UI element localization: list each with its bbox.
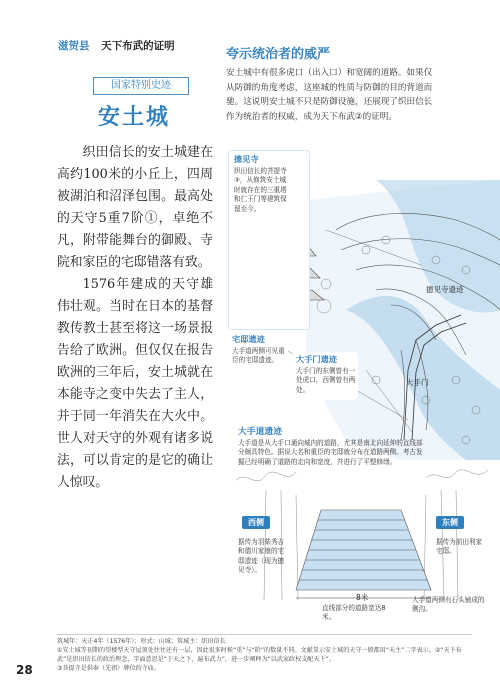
callout-otemichi-title: 大手道遗迹 (238, 427, 282, 437)
callout-sokenji (228, 150, 310, 330)
map-label-otemon: 大手门 (406, 378, 429, 387)
callout-otemichi (228, 422, 423, 486)
callout-residence-title: 宅邸遗迹 (232, 334, 265, 344)
callout-residence (228, 332, 288, 386)
footnote-line: ①安土城等初期的望楼型天守屋顶处往往还有一层，因此很多时候“重”与“阶”的数量不同。文献显示安土城的天守一般都用“天主”二字表示。②“天下布武”是织田信长的政治理念，字面意思是“于天之下，遍布武力”，进一步阐释为“以武家政权支配天下”。 (57, 647, 462, 663)
stone-ditch-note: 大手道两侧有石头铺成的侧沟。 (412, 596, 485, 614)
east-side-tag: 东侧 (436, 516, 464, 529)
body-paragraph: 1576年建成的天守雄伟壮观。当时在日本的基督教传教士甚至将这一场景报告给了欧洲。但仅仅在报告欧洲的三年后，安土城就在本能寺之变中失去了主人，并于同一年消失在大火中。世人对天守的外观有诸多说法，可以肯定的是它的确让人惊叹。 (57, 277, 213, 490)
east-side-text: 据传为前田利家宅邸。 (436, 538, 483, 556)
body-paragraph: 织田信长的安土城建在高约100米的小丘上，四周被湖泊和沼泽包围。最高处的天守5重7阶①，卓绝不凡，附带能舞台的御殿、寺院和家臣的宅邸错落有致。 (57, 145, 213, 270)
prefecture-label: 滋贺县 (58, 40, 90, 52)
road-width-label: 8米 (356, 593, 369, 602)
footnotes (57, 637, 472, 673)
callout-otemon-text: 大手门的东侧曾有一处虎口，西侧曾有两处。 (296, 367, 356, 394)
section-text: 安土城中有很多虎口（出入口）和宽阔的道路。如果仅从防御的角度考虑，这座城的性质与防御的目的背道而驰。这说明安土城不只是防御设施，还展现了织田信长作为统治者的权威，成为天下布武②的证明。 (226, 68, 433, 122)
footnote-line: ③菩提寺是供奉（先祖）牌位的寺庙。 (57, 665, 160, 672)
chapter-title: 天下布武的证明 (101, 40, 175, 52)
west-side-text: 据传为羽柴秀吉和德川家康的宅邸遗迹（现为摠见寺）。 (238, 538, 285, 575)
straight-road-note: 直线部分的道路宽达8米。 (322, 604, 386, 622)
page-number: 28 (16, 663, 33, 677)
callout-otemon (292, 352, 358, 400)
callout-otemon-title: 大手门遗迹 (296, 354, 337, 364)
map-label-sokenji-ruins: 摠见寺遗迹 (426, 285, 464, 294)
chapter-header (58, 38, 175, 53)
callout-sokenji-title: 摠见寺 (234, 154, 259, 164)
body-text (57, 142, 213, 494)
callout-sokenji-text: 织田信长的菩提寺③，从修筑安土城时就存在的三重塔和仁王门等建筑保留至今。 (234, 167, 287, 213)
callout-residence-text: 大手道两侧可见重臣的宅邸遗迹。 (232, 347, 285, 365)
footnote-line: 筑城年：天正4年（1576年）；形式：山城；筑城主：织田信长 (57, 638, 226, 645)
heritage-badge: 国家特别史迹 (93, 77, 189, 95)
footnote-divider (57, 634, 472, 635)
callout-otemichi-text: 大手道是从大手口通向城内的道路，尤其是南北向延伸的直线部分颇具特色。据说大名和重臣的宅邸就分布在道路两侧。考古发掘已经明确了道路的走向和宽度，并进行了平整修缮。 (238, 439, 423, 466)
castle-name: 安土城 (98, 104, 171, 130)
castle-map (226, 140, 500, 620)
west-side-tag: 西侧 (242, 516, 270, 529)
section-title: 夸示统治者的威严 (226, 47, 331, 62)
